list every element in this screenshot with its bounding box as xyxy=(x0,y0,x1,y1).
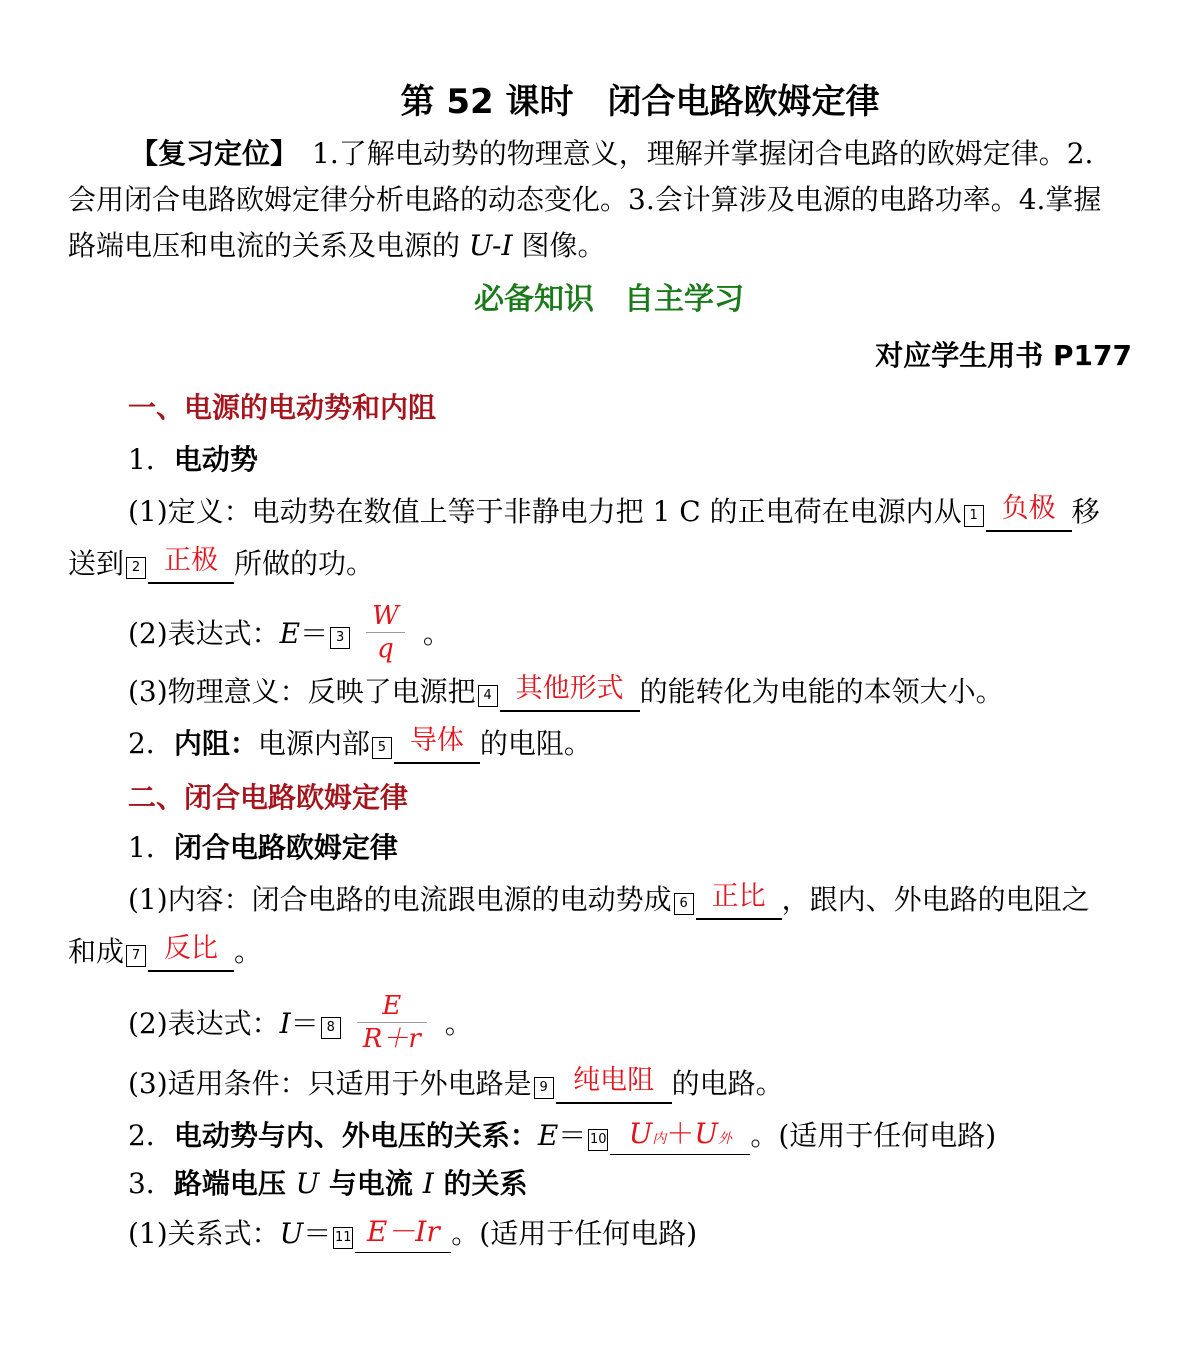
blank-number-2: 2 xyxy=(126,557,146,579)
blank-number-7: 7 xyxy=(126,945,146,967)
section-1-heading: 一、电源的电动势和内阻 xyxy=(128,391,437,424)
blank-number-9: 9 xyxy=(534,1077,554,1099)
review-line-3: 路端电压和电流的关系及电源的 U-I 图像。 xyxy=(68,229,606,262)
blank-number-1: 1 xyxy=(964,505,984,527)
blank-number-4: 4 xyxy=(478,685,498,707)
sec1-item2: 2．内阻：电源内部 5 导体 的电阻。 xyxy=(128,726,1132,764)
sec1-expression: (2)表达式：E＝ 3 $\frac{W}{q}$ 。 xyxy=(128,601,451,664)
answer-blank-7: 反比 xyxy=(148,938,234,972)
section-2-heading: 二、闭合电路欧姆定律 xyxy=(128,781,409,814)
sec1-meaning: (3)物理意义：反映了电源把 4 其他形式 的能转化为电能的本领大小。 xyxy=(128,674,1132,712)
answer-blank-5: 导体 xyxy=(394,730,480,764)
sec1-definition-line-1: (1)定义：电动势在数值上等于非静电力把 1 C 的正电荷在电源内从 1 负极 移 xyxy=(128,494,1132,532)
fraction-e-over-r-plus-r: $\frac{E}{R+r}$ xyxy=(357,990,427,1055)
answer-blank-1: 负极 xyxy=(986,498,1072,532)
sec2-content-line-1: (1)内容：闭合电路的电流跟电源的电动势成 6 正比 ，跟内、外电路的电阻之 xyxy=(128,882,1132,920)
sec2-relation: (1)关系式：U＝ 11 E－Ir 。(适用于任何电路) xyxy=(128,1216,1132,1253)
sec2-expression: (2)表达式：I＝ 8 $\frac{E}{R+r}$ 。 xyxy=(128,991,473,1054)
sec2-condition: (3)适用条件：只适用于外电路是 9 纯电阻 的电路。 xyxy=(128,1066,1132,1104)
blank-number-8: 8 xyxy=(321,1017,341,1039)
answer-blank-9: 纯电阻 xyxy=(556,1070,672,1104)
review-line-1: 【复习定位】 1.了解电动势的物理意义，理解并掌握闭合电路的欧姆定律。2. xyxy=(130,137,1094,170)
fraction-w-over-q: $\frac{W}{q}$ xyxy=(366,600,405,665)
blank-number-6: 6 xyxy=(674,893,694,915)
answer-blank-2: 正极 xyxy=(148,550,234,584)
blank-number-3: 3 xyxy=(330,627,350,649)
blank-number-10: 10 xyxy=(588,1129,608,1151)
answer-blank-4: 其他形式 xyxy=(500,678,640,712)
sec1-item1-title: 1．电动势 xyxy=(128,443,258,476)
sec2-item1-title: 1．闭合电路欧姆定律 xyxy=(128,831,398,864)
answer-blank-10: U内＋U外 xyxy=(610,1122,750,1155)
review-label: 【复习定位】 xyxy=(130,137,285,170)
blank-number-5: 5 xyxy=(372,737,392,759)
blank-number-11: 11 xyxy=(333,1227,353,1249)
sec2-item2: 2．电动势与内、外电压的关系：E＝ 10 U内＋U外 。(适用于任何电路) xyxy=(128,1118,1132,1155)
section-banner: 必备知识 自主学习 xyxy=(474,282,744,317)
answer-blank-11: E－Ir xyxy=(355,1220,451,1253)
answer-blank-6: 正比 xyxy=(696,886,782,920)
sec2-item3-title: 3．路端电压 U 与电流 I 的关系 xyxy=(128,1167,528,1200)
book-reference: 对应学生用书 P177 xyxy=(875,339,1132,372)
sec1-definition-line-2: 送到 2 正极 所做的功。 xyxy=(68,546,1132,584)
review-line-2: 会用闭合电路欧姆定律分析电路的动态变化。3.会计算涉及电源的电路功率。4.掌握 xyxy=(68,183,1102,216)
sec2-content-line-2: 和成 7 反比 。 xyxy=(68,934,1132,972)
page-title: 第 52 课时 闭合电路欧姆定律 xyxy=(400,82,880,122)
